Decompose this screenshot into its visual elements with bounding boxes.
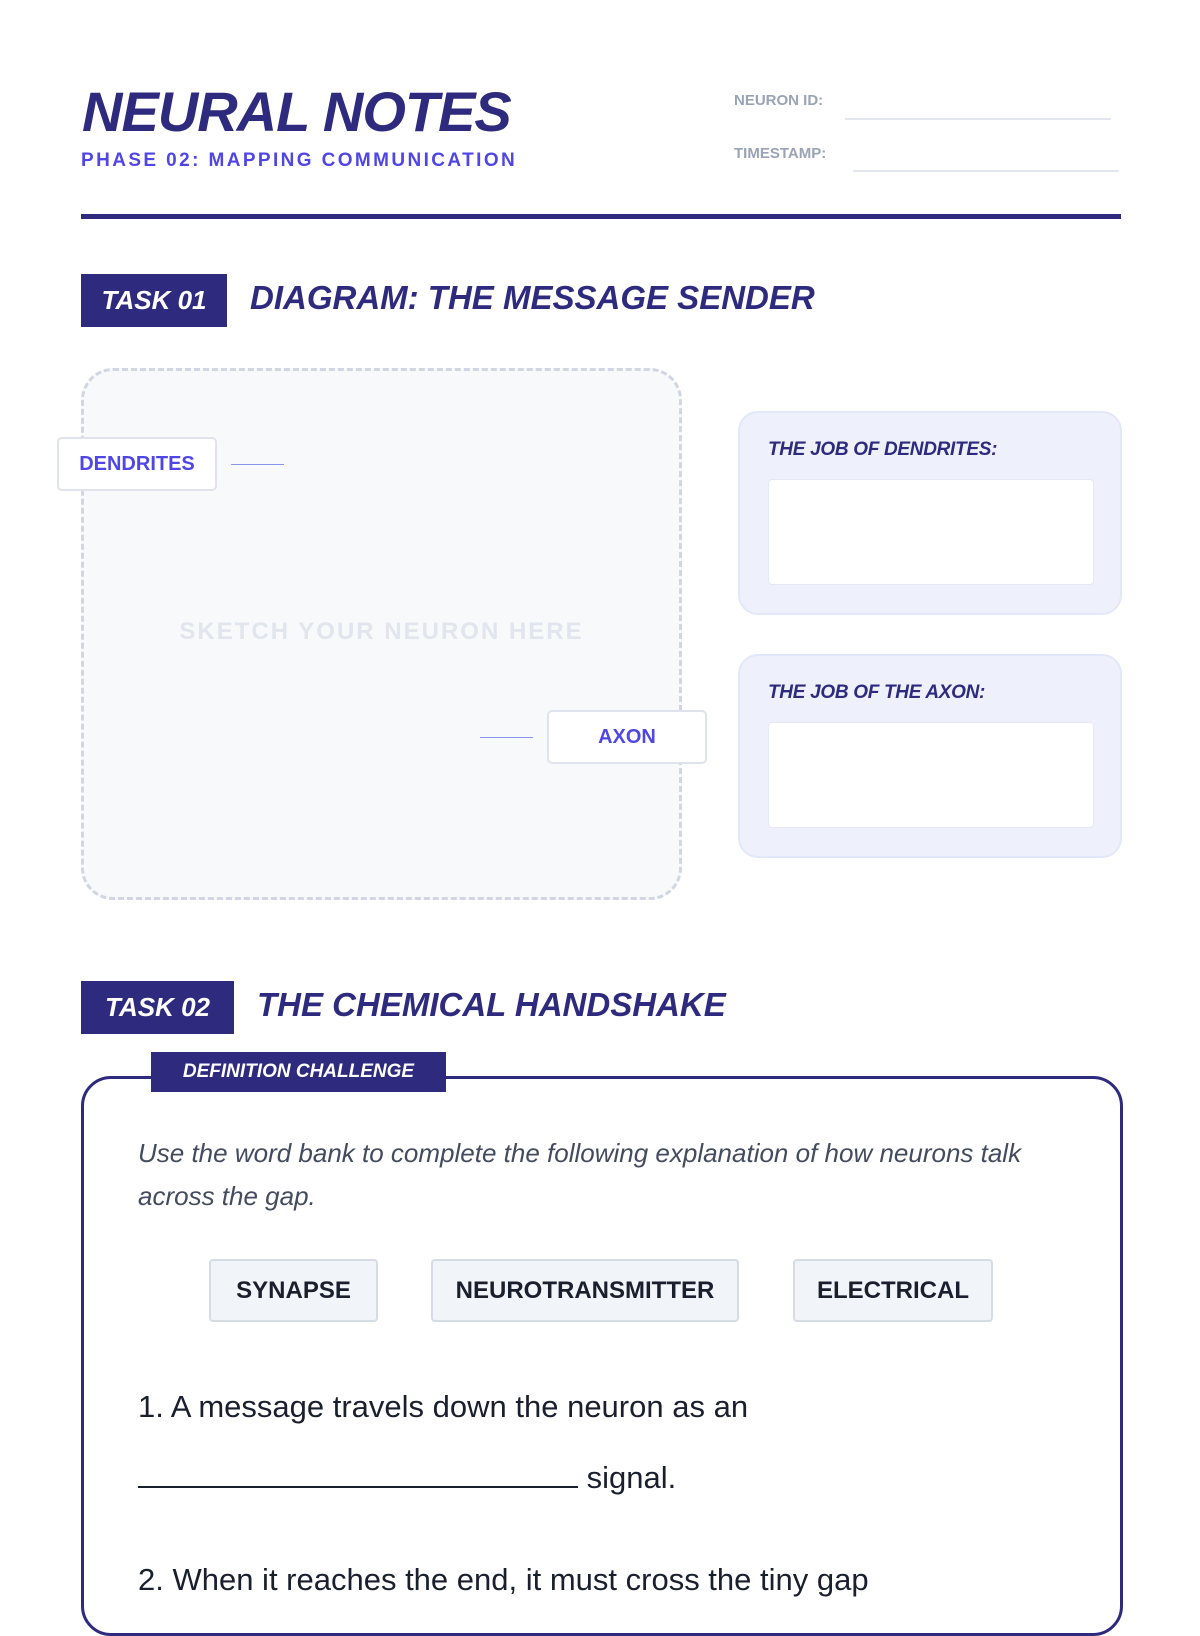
sentence-1-suffix: signal. (586, 1460, 677, 1495)
sketch-placeholder: SKETCH YOUR NEURON HERE (179, 618, 584, 645)
task-01-badge: TASK 01 (81, 274, 227, 327)
axon-job-answer[interactable] (768, 722, 1094, 828)
definition-challenge-tab: DEFINITION CHALLENGE (151, 1052, 446, 1092)
axon-connector (480, 737, 533, 738)
word-bank-neurotransmitter[interactable]: NEUROTRANSMITTER (431, 1259, 739, 1322)
axon-job-title: THE JOB OF THE AXON: (768, 682, 986, 703)
header-divider (81, 214, 1121, 219)
sentence-1-blank[interactable] (138, 1456, 578, 1488)
axon-job-card (738, 654, 1122, 858)
worksheet-subtitle: PHASE 02: MAPPING COMMUNICATION (81, 150, 518, 171)
task-02-badge: TASK 02 (81, 981, 234, 1034)
dendrites-label: DENDRITES (57, 437, 217, 491)
sentence-1-end (138, 1456, 676, 1498)
challenge-instructions: Use the word bank to complete the following explanation of how neurons talk across the gap. (138, 1138, 1022, 1211)
dendrites-connector (231, 464, 284, 465)
sentence-1-start: 1. A message travels down the neuron as an (138, 1389, 749, 1424)
sentence-2-start: 2. When it reaches the end, it must cross the tiny gap (138, 1562, 869, 1597)
task-02-title: THE CHEMICAL HANDSHAKE (257, 986, 726, 1023)
worksheet-title: NEURAL NOTES (82, 80, 511, 143)
word-bank-electrical[interactable]: ELECTRICAL (793, 1259, 993, 1322)
timestamp-field[interactable] (853, 170, 1119, 172)
neuron-id-label: NEURON ID: (734, 92, 824, 109)
dendrites-job-title: THE JOB OF DENDRITES: (768, 439, 998, 460)
axon-label: AXON (547, 710, 707, 764)
timestamp-label: TIMESTAMP: (734, 145, 827, 162)
neuron-id-field[interactable] (845, 118, 1111, 120)
task-01-title: DIAGRAM: THE MESSAGE SENDER (250, 279, 815, 316)
dendrites-job-card (738, 411, 1122, 615)
word-bank-synapse[interactable]: SYNAPSE (209, 1259, 378, 1322)
dendrites-job-answer[interactable] (768, 479, 1094, 585)
